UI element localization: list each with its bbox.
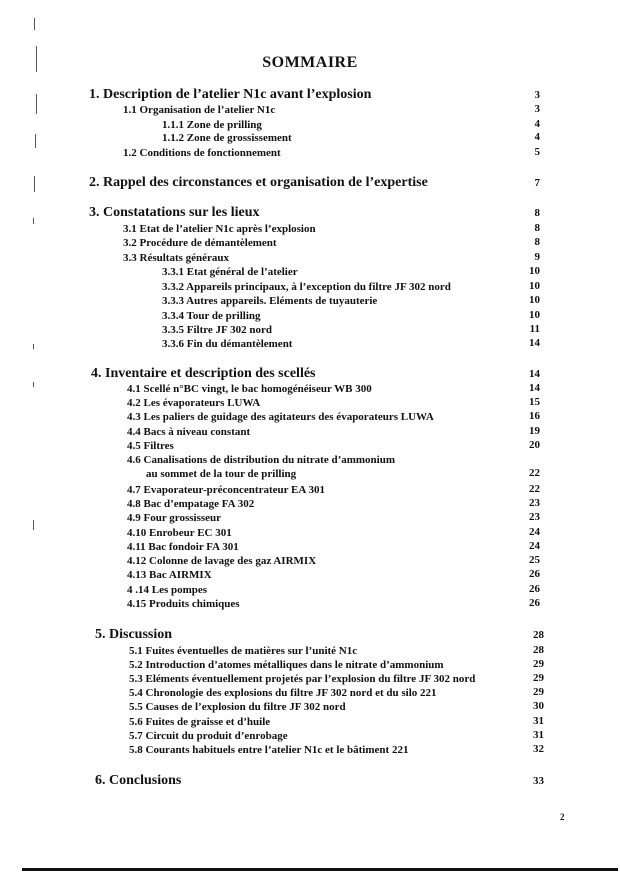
toc-entry-label: 4 .14 Les pompes [127,584,208,596]
toc-entry-page: 23 [529,511,540,523]
toc-entry-page: 30 [533,700,544,712]
toc-entry-page: 26 [529,597,540,609]
toc-entry-label: 4.12 Colonne de lavage des gaz AIRMIX [127,555,317,567]
toc-entry-page: 22 [529,483,540,495]
toc-entry-page: 8 [534,207,540,219]
toc-entry-page: 31 [533,729,544,741]
toc-entry-label: 2. Rappel des circonstances et organisation de l’expertise [89,175,428,190]
toc-entry-label: 4.5 Filtres [127,440,174,452]
toc-entry-page: 10 [529,309,540,321]
toc-entry-page: 5 [534,146,540,158]
toc-entry-label: 3.3.1 Etat général de l’atelier [162,266,298,278]
toc-entry-label: 4.6 Canalisations de distribution du nitrate d’ammonium [127,454,396,466]
scan-mark [34,176,35,192]
toc-entry-label: 4.15 Produits chimiques [127,598,240,610]
toc-entry-label: 3. Constatations sur les lieux [89,205,260,220]
toc-entry-label: 3.3.6 Fin du démantèlement [162,338,293,350]
toc-entry-label: 3.3.5 Filtre JF 302 nord [162,324,272,336]
toc-entry-label: 3.3.4 Tour de prilling [162,310,261,322]
scan-mark [35,134,36,148]
toc-entry-label: 5.6 Fuites de graisse et d’huile [129,716,271,728]
toc-entry-page: 29 [533,686,544,698]
toc-entry-label: 1.1.1 Zone de prilling [162,119,262,131]
scan-mark [33,382,34,387]
toc-entry-page: 10 [529,280,540,292]
toc-entry-label: 4.11 Bac fondoir FA 301 [127,541,239,553]
toc-entry-label: 5.5 Causes de l’explosion du filtre JF 302 nord [129,701,346,713]
toc-entry-label: 5. Discussion [95,627,173,642]
toc-entry-label: 6. Conclusions [95,773,182,788]
toc-entry-page: 22 [529,467,540,479]
toc-entry-page: 29 [533,658,544,670]
toc-entry-label: 4. Inventaire et description des scellés [91,366,316,381]
toc-entry-page: 32 [533,743,544,755]
toc-entry-page: 10 [529,265,540,277]
toc-entry-page: 14 [529,368,540,380]
toc-entry-page: 15 [529,396,540,408]
toc-entry-label: 5.3 Eléments éventuellement projetés par l’explosion du filtre JF 302 nord [129,673,476,685]
toc-entry-page: 29 [533,672,544,684]
toc-entry-page: 4 [534,131,540,143]
toc-entry-page: 16 [529,410,540,422]
toc-entry-page: 24 [529,526,540,538]
toc-entry-page: 14 [529,337,540,349]
toc-entry-label: 1.1 Organisation de l’atelier N1c [123,104,276,116]
toc-entry-page: 11 [529,323,540,335]
toc-entry-label: 4.10 Enrobeur EC 301 [127,527,232,539]
toc-entry-label: au sommet de la tour de prilling [146,468,297,480]
toc-entry-page: 31 [533,715,544,727]
toc-entry-label: 1.2 Conditions de fonctionnement [123,147,281,159]
toc-entry-label: 1.1.2 Zone de grossissement [162,132,292,144]
toc-entry-label: 3.3.2 Appareils principaux, à l’exception du filtre JF 302 nord [162,281,451,293]
toc-entry-page: 33 [533,775,544,787]
scan-mark [34,18,35,30]
toc-entry-page: 14 [529,382,540,394]
page-title: SOMMAIRE [262,54,358,71]
toc-entry-page: 20 [529,439,540,451]
toc-entry-page: 8 [534,236,540,248]
toc-entry-page: 25 [529,554,540,566]
toc-entry-label: 5.2 Introduction d’atomes métalliques dans le nitrate d’ammonium [129,659,444,671]
toc-entry-page: 28 [533,644,544,656]
toc-entry-page: 3 [534,89,540,101]
toc-entry-page: 19 [529,425,540,437]
toc-entry-page: 23 [529,497,540,509]
toc-entry-label: 1. Description de l’atelier N1c avant l’explosion [89,87,372,102]
toc-entry-label: 5.8 Courants habituels entre l’atelier N1c et le bâtiment 221 [129,744,409,756]
toc-entry-label: 3.3 Résultats généraux [123,252,230,264]
toc-entry-page: 9 [534,251,540,263]
toc-entry-label: 5.7 Circuit du produit d’enrobage [129,730,288,742]
toc-entry-label: 4.7 Evaporateur-préconcentrateur EA 301 [127,484,325,496]
toc-entry-page: 28 [533,629,544,641]
toc-entry-label: 5.1 Fuites éventuelles de matières sur l’unité N1c [129,645,358,657]
toc-entry-page: 24 [529,540,540,552]
toc-entry-page: 3 [534,103,540,115]
toc-entry-label: 3.2 Procédure de démantèlement [123,237,277,249]
toc-entry-label: 4.9 Four grossisseur [127,512,222,524]
toc-entry-page: 4 [534,118,540,130]
toc-entry-page: 7 [534,177,540,189]
toc-entry-page: 10 [529,294,540,306]
toc-entry-page: 26 [529,568,540,580]
scan-mark [36,46,37,72]
toc-entry-label: 4.1 Scellé n°BC vingt, le bac homogénéiseur WB 300 [127,383,372,395]
scan-mark [33,520,34,530]
page-number: 2 [560,812,565,822]
scan-mark [33,218,34,224]
toc-entry-label: 4.4 Bacs à niveau constant [127,426,251,438]
toc-entry-label: 4.8 Bac d’empatage FA 302 [127,498,255,510]
bottom-rule [22,868,618,871]
toc-entry-label: 3.3.3 Autres appareils. Eléments de tuyauterie [162,295,378,307]
scan-mark [36,94,37,114]
scan-mark [33,344,34,349]
toc-entry-label: 4.3 Les paliers de guidage des agitateurs des évaporateurs LUWA [127,411,434,423]
toc-entry-label: 4.13 Bac AIRMIX [127,569,212,581]
toc-entry-page: 26 [529,583,540,595]
toc-entry-label: 4.2 Les évaporateurs LUWA [127,397,261,409]
toc-entry-label: 5.4 Chronologie des explosions du filtre JF 302 nord et du silo 221 [129,687,437,699]
toc-entry-label: 3.1 Etat de l’atelier N1c après l’explosion [123,223,316,235]
toc-entry-page: 8 [534,222,540,234]
